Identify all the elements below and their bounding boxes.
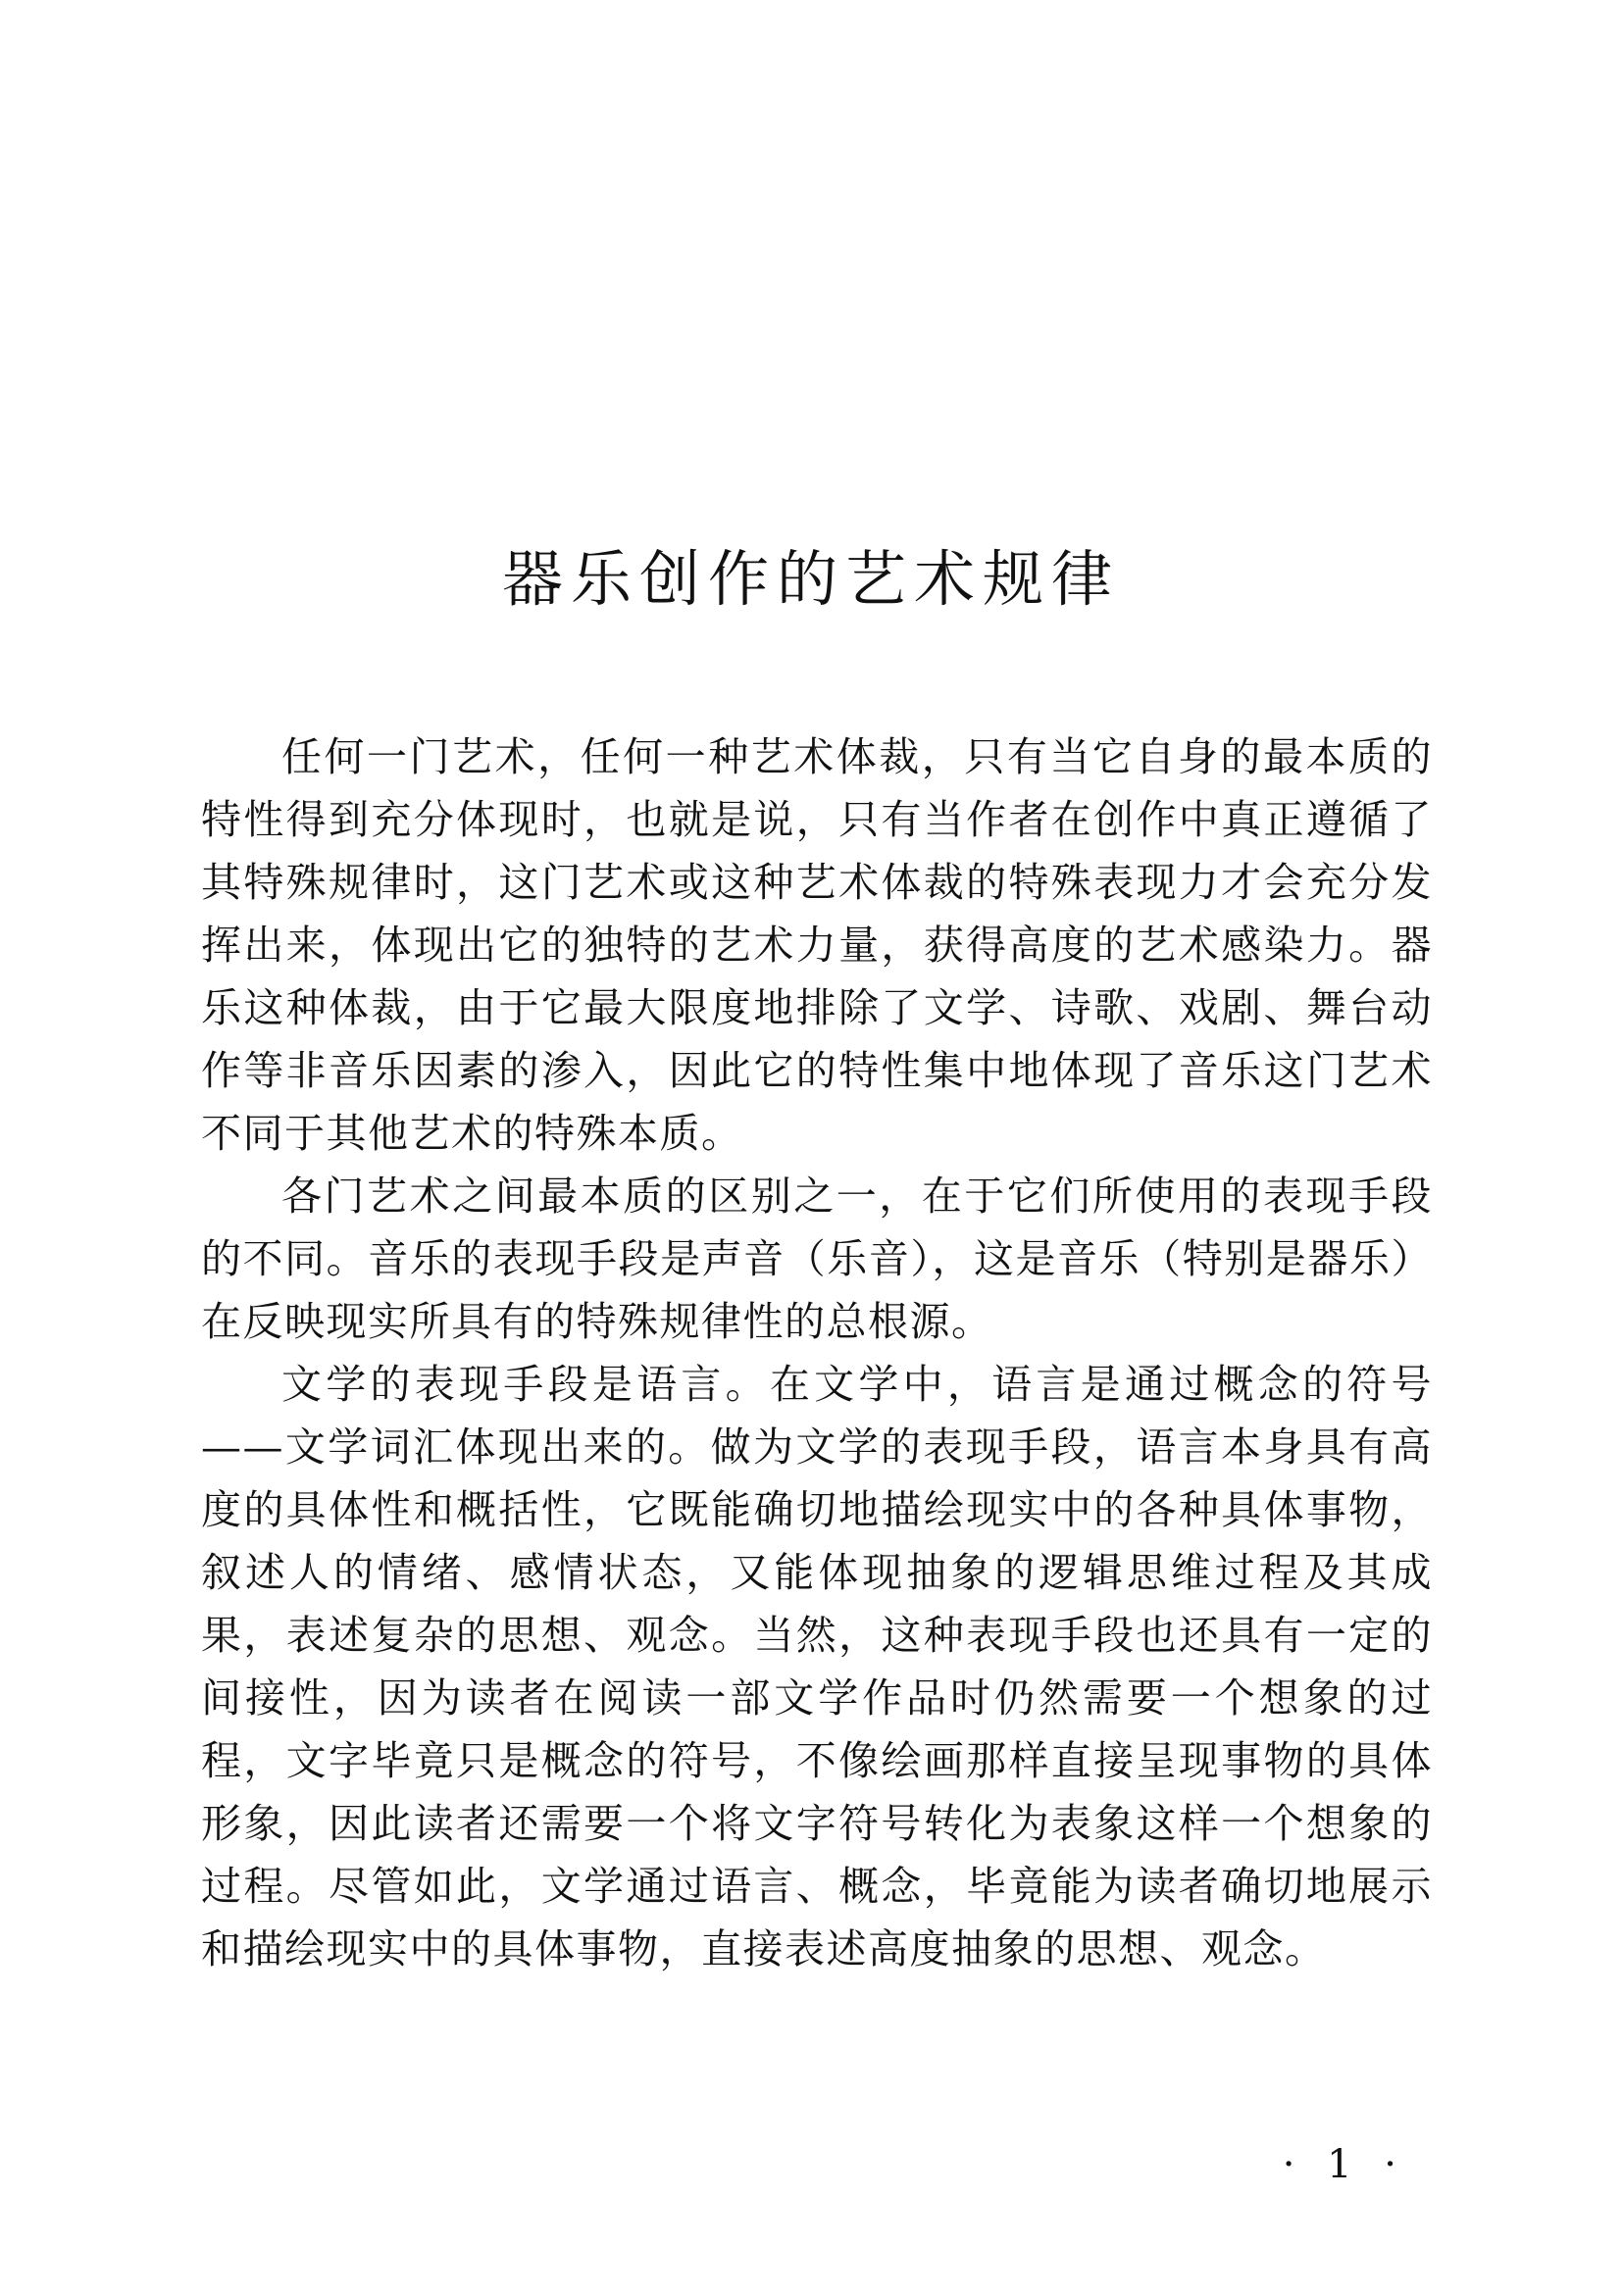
paragraph-1: 任何一门艺术，任何一种艺术体裁，只有当它自身的最本质的特性得到充分体现时，也就是说，只有当作者在创作中真正遵循了其特殊规律时，这门艺术或这种艺术体裁的特殊表现力才会充分发挥出来，体现出它的独特的艺术力量，获得高度的艺术感染力。器乐这种体裁，由于它最大限度地排除了文学、诗歌、戏剧、舞台动作等非音乐因素的渗入，因此它的特性集中地体现了音乐这门艺术不同于其他艺术的特殊本质。	[201, 733, 1433, 1157]
page-number: · 1 ·	[1282, 2142, 1406, 2187]
page-title: 器乐创作的艺术规律	[501, 543, 1120, 615]
paragraph-2: 各门艺术之间最本质的区别之一，在于它们所使用的表现手段的不同。音乐的表现手段是声音（乐音），这是音乐（特别是器乐）在反映现实所具有的特殊规律性的总根源。	[201, 1173, 1433, 1345]
paragraph-3: 文学的表现手段是语言。在文学中，语言是通过概念的符号——文学词汇体现出来的。做为文学的表现手段，语言本身具有高度的具体性和概括性，它既能确切地描绘现实中的各种具体事物，叙述人的情绪、感情状态，又能体现抽象的逻辑思维过程及其成果，表述复杂的思想、观念。当然，这种表现手段也还具有一定的间接性，因为读者在阅读一部文学作品时仍然需要一个想象的过程，文字毕竟只是概念的符号，不像绘画那样直接呈现事物的具体形象，因此读者还需要一个将文字符号转化为表象这样一个想象的过程。尽管如此，文学通过语言、概念，毕竟能为读者确切地展示和描绘现实中的具体事物，直接表述高度抽象的思想、观念。	[201, 1361, 1433, 1972]
document-body	[201, 725, 1433, 1980]
